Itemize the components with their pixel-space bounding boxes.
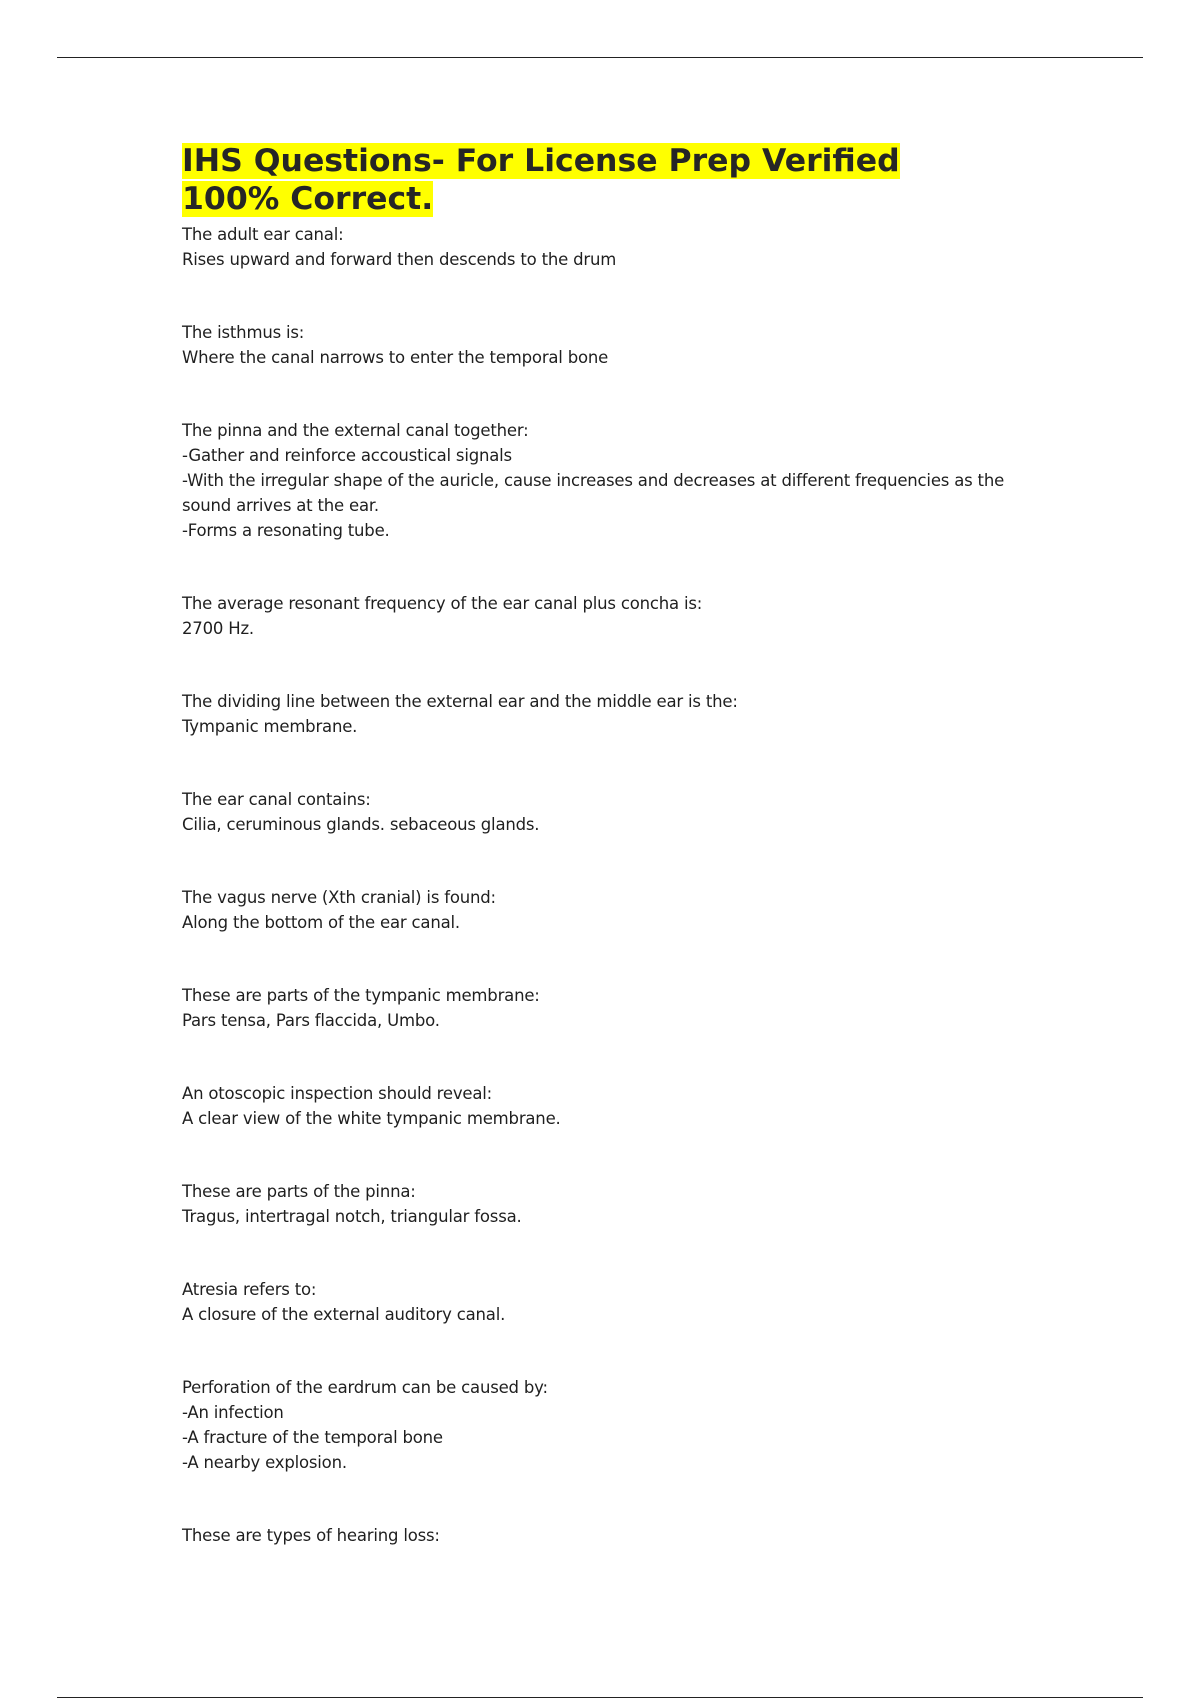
question-text: These are types of hearing loss: <box>182 1526 440 1545</box>
qa-item <box>182 1277 1042 1327</box>
qa-item <box>182 1081 1042 1131</box>
answer-text: Cilia, ceruminous glands. sebaceous glands. <box>182 815 540 834</box>
question-list <box>182 222 1042 1548</box>
qa-item <box>182 689 1042 739</box>
answer-text: A clear view of the white tympanic membrane. <box>182 1109 561 1128</box>
answer-text: Where the canal narrows to enter the temporal bone <box>182 348 609 367</box>
answer-text: Pars tensa, Pars flaccida, Umbo. <box>182 1011 440 1030</box>
question-text: These are parts of the tympanic membrane: <box>182 986 540 1005</box>
document-body <box>182 142 1042 1596</box>
answer-text: A closure of the external auditory canal. <box>182 1305 506 1324</box>
answer-text: Along the bottom of the ear canal. <box>182 913 460 932</box>
answer-text: Tympanic membrane. <box>182 717 358 736</box>
question-text: These are parts of the pinna: <box>182 1182 416 1201</box>
qa-item <box>182 418 1042 543</box>
qa-item <box>182 320 1042 370</box>
footer-rule <box>57 1697 1143 1698</box>
question-text: The isthmus is: <box>182 323 305 342</box>
qa-item <box>182 885 1042 935</box>
title-line-2: 100% Correct. <box>182 181 434 217</box>
answer-text: -An infection <box>182 1403 284 1422</box>
answer-text: -A nearby explosion. <box>182 1453 347 1472</box>
question-text: The vagus nerve (Xth cranial) is found: <box>182 888 496 907</box>
answer-text: -Gather and reinforce accoustical signals <box>182 446 512 465</box>
document-title <box>182 142 1042 218</box>
question-text: The dividing line between the external ear and the middle ear is the: <box>182 692 738 711</box>
question-text: Perforation of the eardrum can be caused by: <box>182 1378 548 1397</box>
qa-item <box>182 1523 1042 1548</box>
qa-item <box>182 591 1042 641</box>
qa-item <box>182 222 1042 272</box>
qa-item <box>182 787 1042 837</box>
answer-text: -With the irregular shape of the auricle, cause increases and decreases at different frequencies as the sound arrives at the ear. <box>182 471 1005 515</box>
question-text: Atresia refers to: <box>182 1280 317 1299</box>
header-rule <box>57 57 1143 58</box>
question-text: An otoscopic inspection should reveal: <box>182 1084 493 1103</box>
question-text: The ear canal contains: <box>182 790 371 809</box>
answer-text: -Forms a resonating tube. <box>182 521 390 540</box>
answer-text: Rises upward and forward then descends to the drum <box>182 250 617 269</box>
answer-text: 2700 Hz. <box>182 619 254 638</box>
qa-item <box>182 1179 1042 1229</box>
answer-text: Tragus, intertragal notch, triangular fossa. <box>182 1207 522 1226</box>
qa-item <box>182 983 1042 1033</box>
answer-text: -A fracture of the temporal bone <box>182 1428 443 1447</box>
title-line-1: IHS Questions- For License Prep Verified <box>182 143 900 179</box>
question-text: The pinna and the external canal together: <box>182 421 529 440</box>
question-text: The adult ear canal: <box>182 225 344 244</box>
question-text: The average resonant frequency of the ear canal plus concha is: <box>182 594 703 613</box>
qa-item <box>182 1375 1042 1475</box>
